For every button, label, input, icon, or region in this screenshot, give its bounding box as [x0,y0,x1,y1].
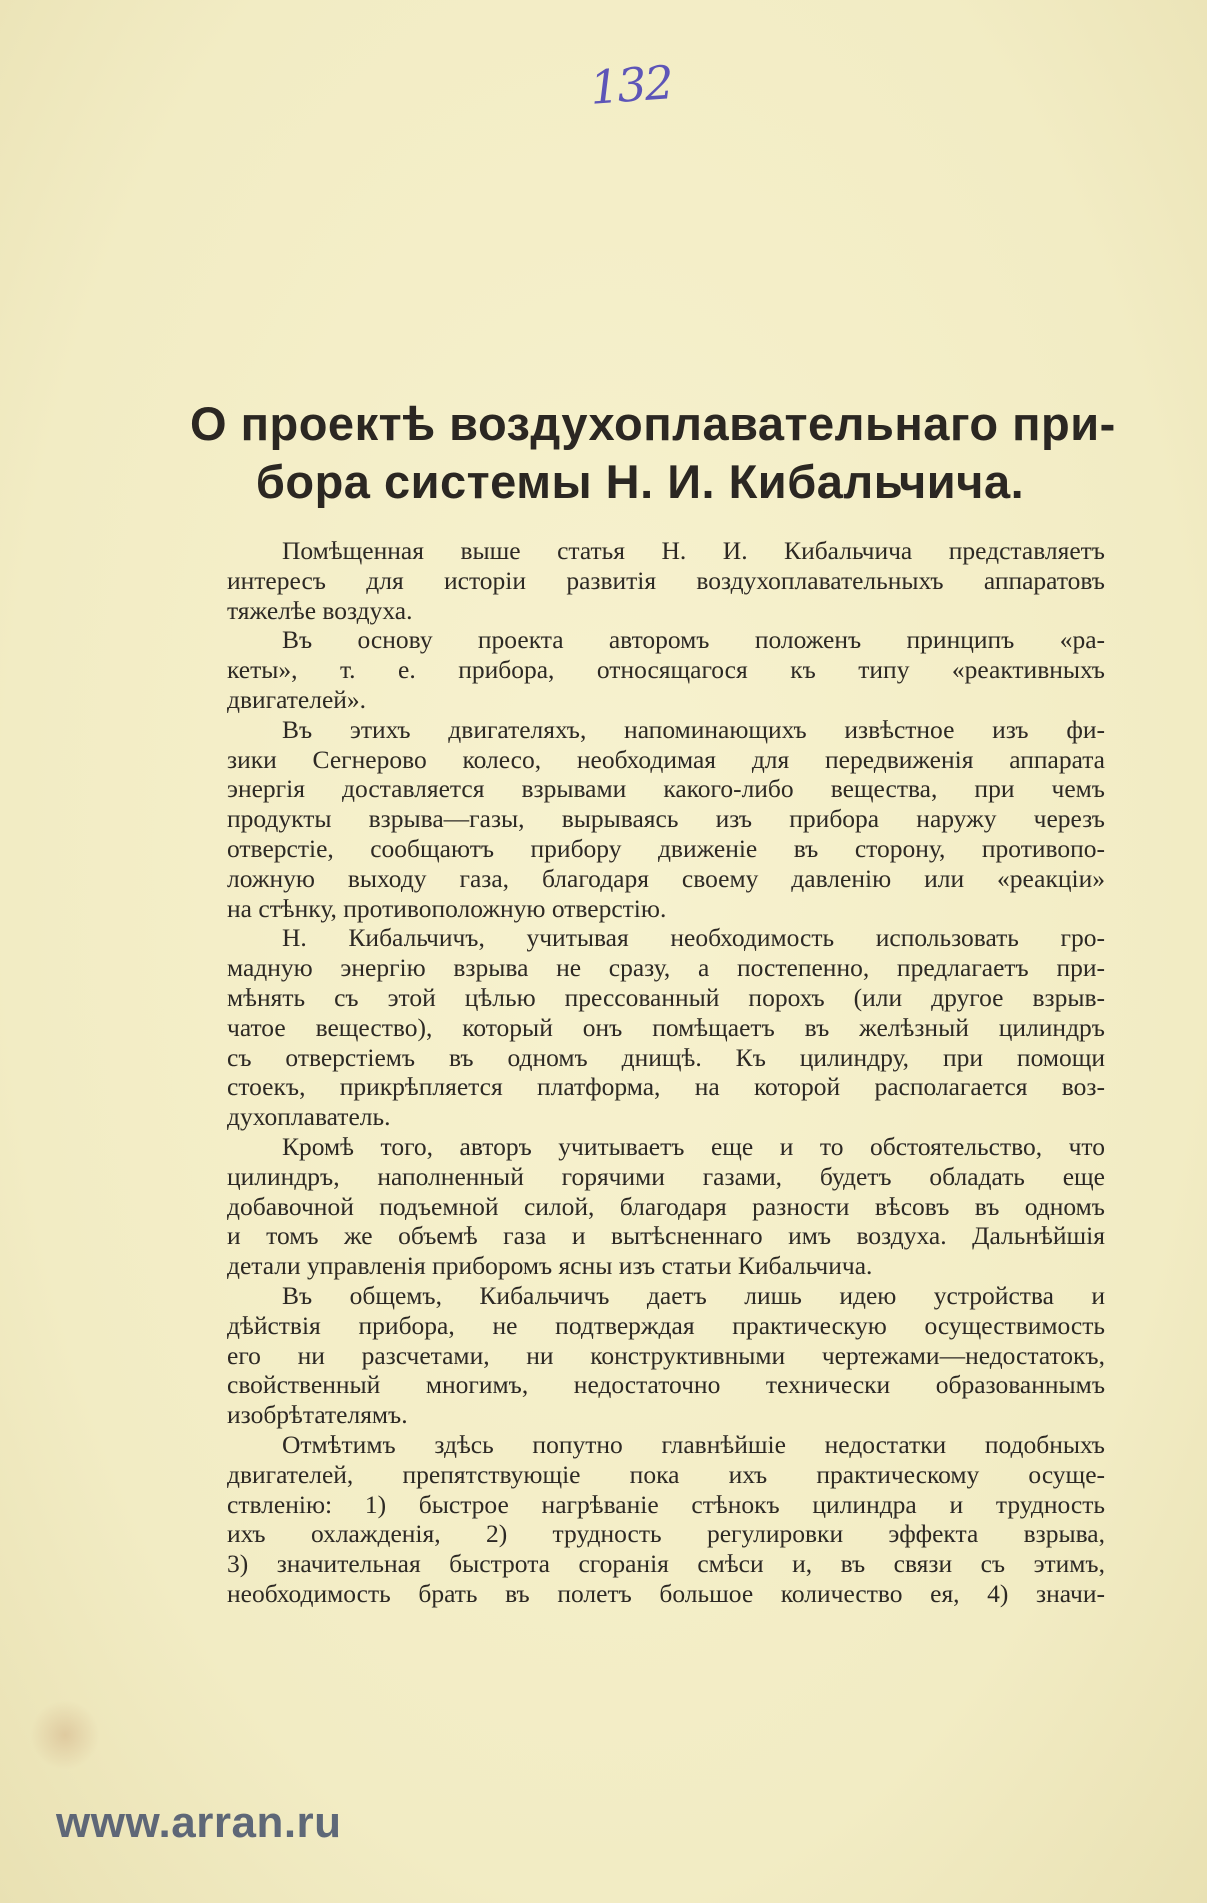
text-line: ихъ охлажденія, 2) трудность регулировки эффекта взрыва, [227,1519,1105,1549]
text-line: на стѣнку, противоположную отверстію. [227,893,667,923]
text-line: тяжелѣе воздуха. [227,595,413,625]
site-watermark: www.arran.ru [56,1798,342,1847]
text-line: цилиндръ, наполненный горячими газами, будетъ обладать еще [227,1161,1105,1191]
text-line: Н. Кибальчичъ, учитывая необходимость использовать гро- [282,923,1105,953]
title-line-2: бора системы Н. И. Кибальчича. [255,455,1025,508]
text-line: энергія доставляется взрывами какого-либо вещества, при чемъ [227,774,1105,804]
text-line: дѣйствія прибора, не подтверждая практическую осуществимость [227,1310,1105,1340]
text-line: Въ общемъ, Кибальчичъ даетъ лишь идею устройства и [282,1280,1105,1310]
text-line: мѣнять съ этой цѣлью прессованный порохъ (или другое взрыв- [227,982,1105,1012]
text-line: ствленію: 1) быстрое нагрѣваніе стѣнокъ цилиндра и трудность [227,1489,1105,1519]
text-line: отверстіе, сообщаютъ прибору движеніе въ сторону, противопо- [227,833,1105,863]
handwritten-page-number: 132 [588,55,674,115]
text-line: стоекъ, прикрѣпляется платформа, на которой располагается воз- [227,1072,1105,1102]
text-line: Въ этихъ двигателяхъ, напоминающихъ извѣстное изъ фи- [282,714,1105,744]
text-line: двигателей, препятствующіе пока ихъ практическому осуще- [227,1459,1105,1489]
text-line: добавочной подъемной силой, благодаря разности вѣсовъ въ одномъ [227,1191,1105,1221]
text-line: детали управленія приборомъ ясны изъ статьи Кибальчича. [227,1251,873,1281]
text-line: двигателей». [227,684,367,714]
text-line: свойственный многимъ, недостаточно технически образованнымъ [227,1370,1105,1400]
text-line: ложную выходу газа, благодаря своему давленію или «реакціи» [227,863,1105,893]
text-line: необходимость брать въ полетъ большое количество ея, 4) значи- [227,1578,1105,1608]
text-line: изобрѣтателямъ. [227,1400,408,1430]
text-line: Отмѣтимъ здѣсь попутно главнѣйшіе недостатки подобныхъ [282,1429,1105,1459]
text-line: духоплаватель. [227,1102,391,1132]
text-line: 3) значительная быстрота сгоранія смѣси и, въ связи съ этимъ, [227,1549,1105,1579]
text-line: чатое вещество), который онъ помѣщаетъ въ желѣзный цилиндръ [227,1012,1105,1042]
paper-stain [30,1700,100,1770]
text-line: кеты», т. е. прибора, относящагося къ типу «реактивныхъ [227,655,1105,685]
text-line: съ отверстіемъ въ одномъ днищѣ. Къ цилиндру, при помощи [227,1042,1105,1072]
text-line: продукты взрыва—газы, вырываясь изъ прибора наружу черезъ [227,804,1105,834]
text-line: мадную энергію взрыва не сразу, а постепенно, предлагаетъ при- [227,953,1105,983]
text-line: Въ основу проекта авторомъ положенъ принципъ «ра- [282,625,1105,655]
text-line: Кромѣ того, авторъ учитываетъ еще и то обстоятельство, что [282,1131,1105,1161]
text-line: зики Сегнерово колесо, необходимая для передвиженія аппарата [227,744,1105,774]
title-line-1: О проектѣ воздухоплавательнаго при- [190,397,1116,450]
article-title [190,395,1116,511]
text-line: интересъ для исторіи развитія воздухоплавательныхъ аппаратовъ [227,565,1105,595]
text-line: и томъ же объемѣ газа и вытѣсненнаго имъ воздуха. Дальнѣйшія [227,1221,1105,1251]
text-line: его ни разсчетами, ни конструктивными чертежами—недостатокъ, [227,1340,1105,1370]
text-line: Помѣщенная выше статья Н. И. Кибальчича представляетъ [282,536,1105,565]
article-body [227,536,1105,1609]
